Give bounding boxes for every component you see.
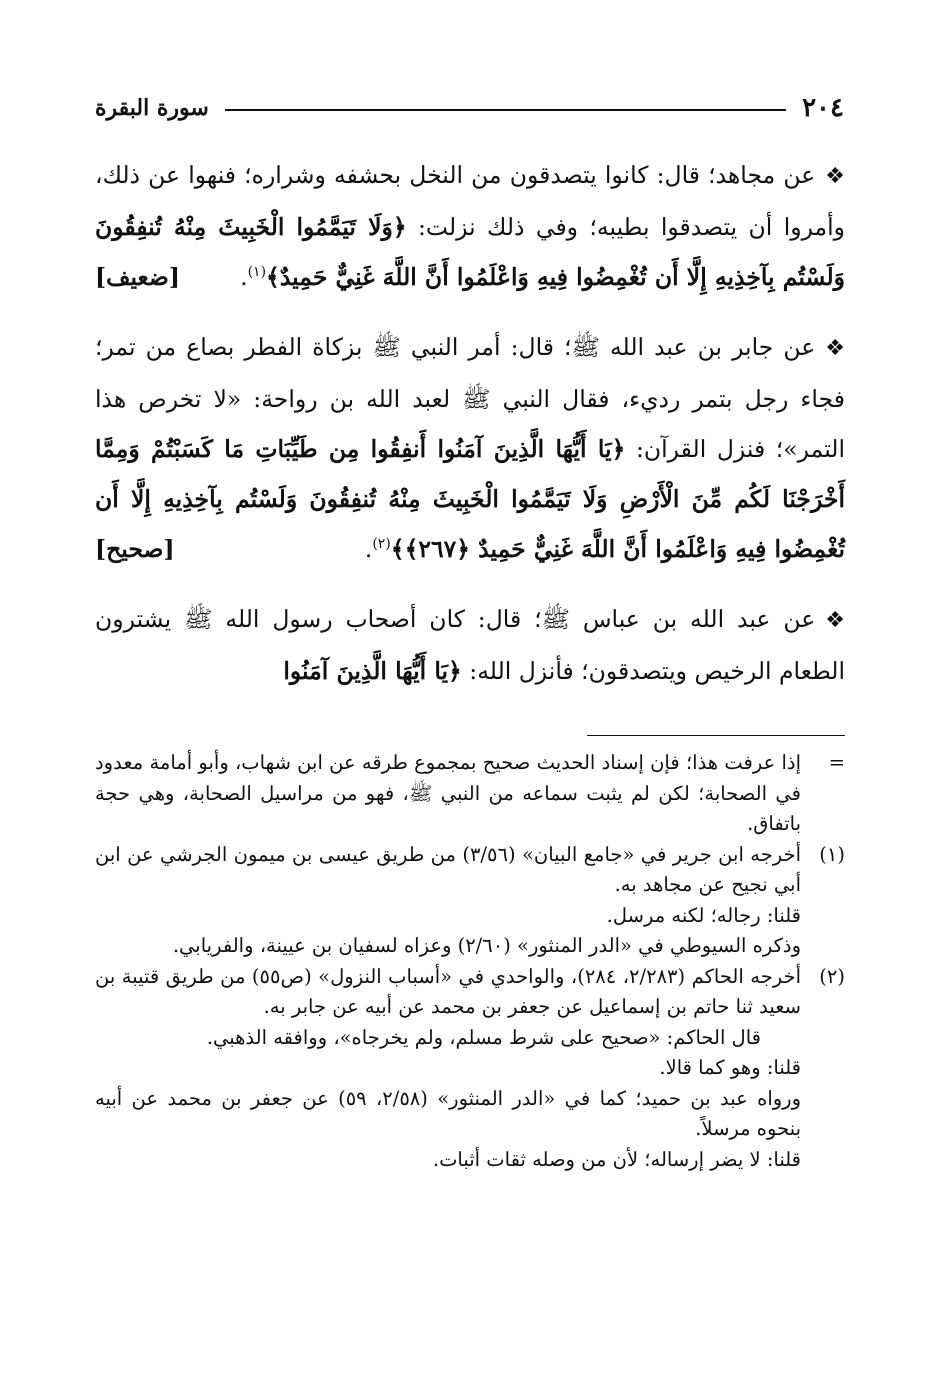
sentence-end: . [240,263,248,291]
grade-label: [صحيح] [95,535,175,563]
footnote-para: أخرجه الحاكم (٢/٢٨٣، ٢٨٤)، والواحدي في «أسباب النزول» (ص٥٥) من طريق قتيبة بن سعيد ثنا حاتم بن إسماعيل عن جعفر بن محمد عن أبيه عن جابر به. [95,964,801,1018]
quran-verse: ﴿يَا أَيُّهَا الَّذِينَ آمَنُوا [283,657,462,685]
main-text [95,150,845,716]
quran-verse: ﴿وَلَا تَيَمَّمُوا الْخَبِيثَ مِنْهُ تُنفِقُونَ وَلَسْتُم بِآخِذِيهِ إِلَّا أَن تُغْمِضُوا فِيهِ وَاعْلَمُوا أَنَّ اللَّهَ غَنِيٌّ حَمِيدٌ﴾ [95,213,845,291]
footnote-mark: (١) [819,842,845,866]
footnote-separator [587,735,845,736]
footnote-2 [95,962,845,1176]
page-number: ٢٠٤ [802,93,844,123]
footnote-para: إذا عرفت هذا؛ فإن إسناد الحديث صحيح بمجموع طرقه عن ابن شهاب، وأبو أمامة معدود في الصحابة؛ لكن لم يثبت سماعه من النبي ﷺ، فهو من مراسيل الصحابة، وهي حجة باتفاق. [95,751,801,835]
hadith-1 [95,150,845,302]
bullet-icon: ❖ [825,164,845,189]
hadith-text: عن عبد الله بن عباس ﷺ؛ قال: كان أصحاب رسول الله ﷺ يشترون الطعام الرخيص ويتصدقون؛ فأنزل الله: [95,605,845,685]
footnote-para: ورواه عبد بن حميد؛ كما في «الدر المنثور» (٢/٥٨، ٥٩) عن جعفر بن محمد عن أبيه بنحوه مرسلاً. [95,1086,801,1140]
header-rule [225,109,786,111]
hadith-3 [95,594,845,696]
footnote-para: أخرجه ابن جرير في «جامع البيان» (٣/٥٦) من طريق عيسى بن ميمون الجرشي عن ابن أبي نجيح عن مجاهد به. [95,842,801,896]
footnote-ref: (٢) [372,536,391,553]
quran-verse: ﴿يَا أَيُّهَا الَّذِينَ آمَنُوا أَنفِقُوا مِن طَيِّبَاتِ مَا كَسَبْتُمْ وَمِمَّا أَخْرَجْنَا لَكُم مِّنَ الْأَرْضِ وَلَا تَيَمَّمُوا الْخَبِيثَ مِنْهُ تُنفِقُونَ وَلَسْتُم بِآخِذِيهِ إِلَّا أَن تُغْمِضُوا فِيهِ وَاعْلَمُوا أَنَّ اللَّهَ غَنِيٌّ حَمِيدٌ ﴿٢٦٧﴾﴾ [95,435,845,563]
running-header [95,88,844,128]
bullet-icon: ❖ [825,336,845,361]
hadith-text: عن مجاهد؛ قال: كانوا يتصدقون من النخل بحشفه وشراره؛ فنهوا عن ذلك، وأمروا أن يتصدقوا بطيبه؛ وفي ذلك نزلت: [95,161,846,241]
surah-title: سورة البقرة [95,95,209,121]
footnote-para: قلنا: رجاله؛ لكنه مرسل. [606,903,801,927]
footnote-para: قلنا: لا يضر إرساله؛ لأن من وصله ثقات أثبات. [432,1147,801,1171]
footnote-para: قال الحاكم: «صحيح على شرط مسلم، ولم يخرجاه»، ووافقه الذهبي. [206,1025,761,1049]
footnotes [95,748,845,1175]
hadith-text: عن جابر بن عبد الله ﷺ؛ قال: أمر النبي ﷺ بزكاة الفطر بصاع من تمر؛ فجاء رجل بتمر رديء، فقال النبي ﷺ لعبد الله بن رواحة: «لا تخرص هذا التمر»؛ فنزل القرآن: [95,333,845,463]
footnote-1 [95,840,845,962]
footnote-mark: = [828,751,845,774]
grade-label: [ضعيف] [95,263,180,291]
footnote-para: وذكره السيوطي في «الدر المنثور» (٢/٦٠) وعزاه لسفيان بن عيينة، والفريابي. [172,934,801,957]
hadith-2 [95,322,845,574]
bullet-icon: ❖ [825,608,845,633]
footnote-ref: (١) [247,264,267,281]
footnote-continued [95,748,845,840]
footnote-mark: (٢) [819,964,845,988]
footnote-para: قلنا: وهو كما قالا. [659,1056,801,1079]
sentence-end: . [364,535,373,563]
